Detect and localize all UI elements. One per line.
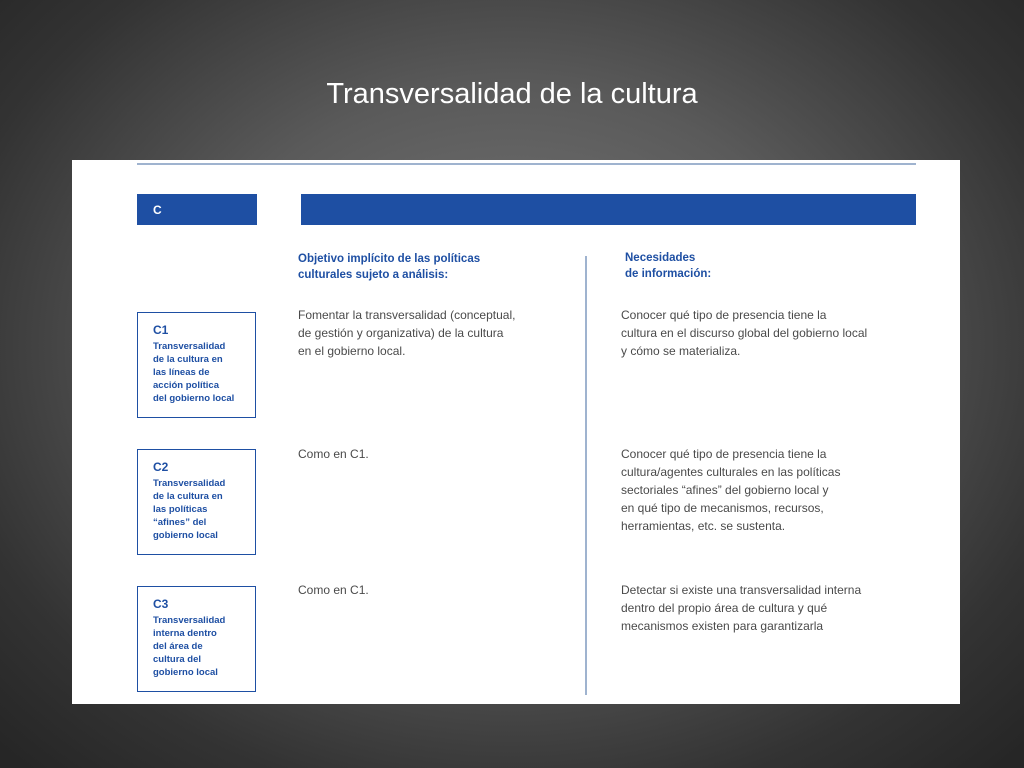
table-panel (72, 160, 960, 704)
row-needs-c1: Conocer qué tipo de presencia tiene la cultura en el discurso global del gobierno local y cómo se materializa. (621, 308, 868, 358)
row-needs-c2: Conocer qué tipo de presencia tiene la cultura/agentes culturales en las políticas sectoriales “afines” del gobierno local y en qué tipo de mecanismos, recursos, herramientas, etc. se sustenta. (621, 447, 841, 533)
top-rule (137, 163, 916, 165)
row-code: C2 (153, 460, 169, 474)
section-header-label: C (153, 203, 162, 217)
section-header-bar (301, 194, 916, 225)
row-objective-c1: Fomentar la transversalidad (conceptual, de gestión y organizativa) de la cultura en el gobierno local. (298, 308, 516, 358)
row-description: Transversalidad de la cultura en las políticas “afines” del gobierno local (153, 478, 226, 541)
row-objective-c2: Como en C1. (298, 447, 369, 461)
row-code-box-c3 (137, 586, 256, 692)
row-code-box-c1 (137, 312, 256, 418)
column-divider (585, 256, 587, 695)
row-description: Transversalidad interna dentro del área de cultura del gobierno local (153, 615, 226, 678)
row-needs-c3: Detectar si existe una transversalidad interna dentro del propio área de cultura y qué mecanismos existen para garantizarla (621, 583, 862, 633)
slide-title: Transversalidad de la cultura (326, 78, 698, 110)
column-header-needs: Necesidades de información: (625, 252, 712, 280)
section-header-c (137, 194, 257, 225)
row-objective-c3: Como en C1. (298, 583, 369, 597)
row-description: Transversalidad de la cultura en las líneas de acción política del gobierno local (153, 341, 235, 404)
column-header-objective: Objetivo implícito de las políticas culturales sujeto a análisis: (298, 253, 481, 281)
row-code: C3 (153, 597, 169, 611)
row-code-box-c2 (137, 449, 256, 555)
row-code: C1 (153, 323, 169, 337)
